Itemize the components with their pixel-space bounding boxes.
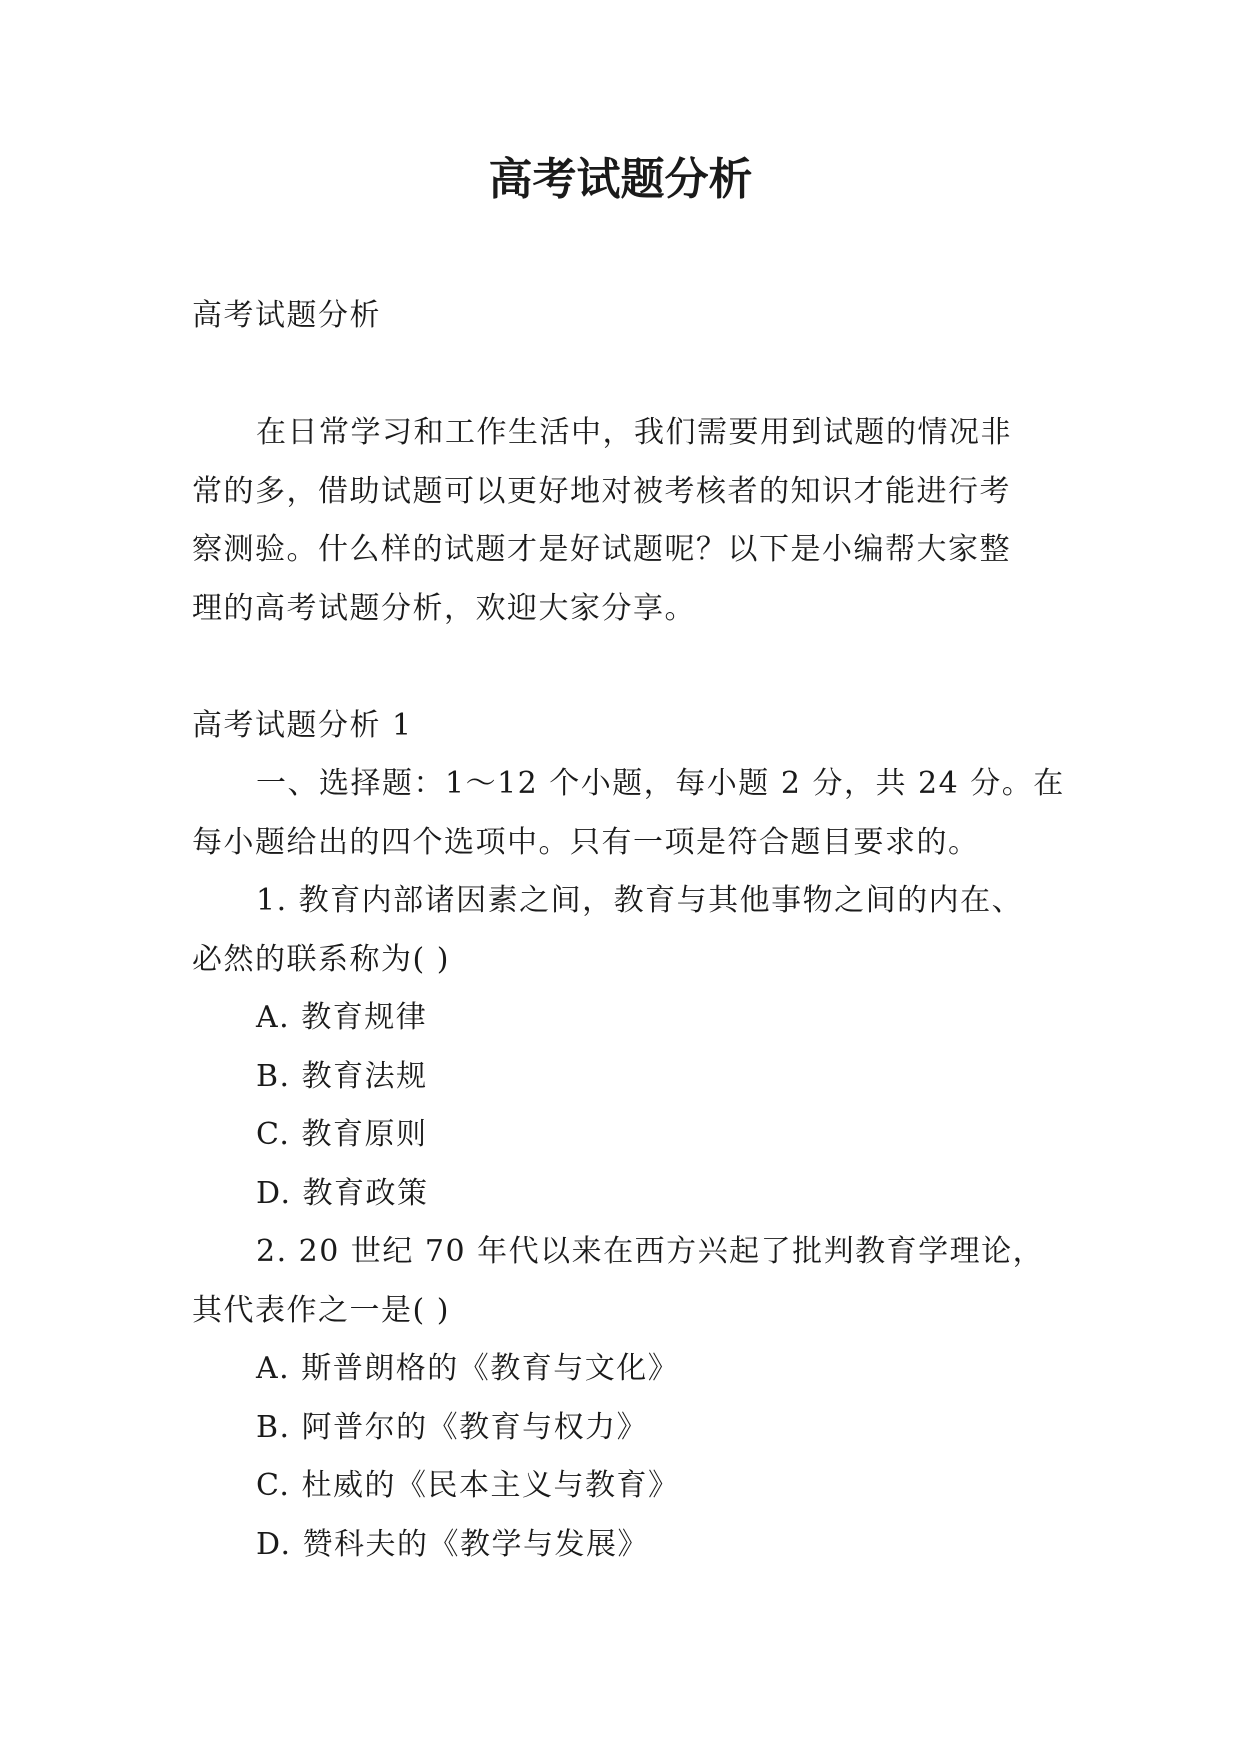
question-2-option-a: A. 斯普朗格的《教育与文化》 — [256, 1351, 680, 1386]
question-1-option-a: A. 教育规律 — [256, 1000, 428, 1035]
question-2-option-c: C. 杜威的《民本主义与教育》 — [256, 1468, 680, 1503]
intro-line: 在日常学习和工作生活中，我们需要用到试题的情况非 — [256, 415, 1012, 450]
question-2-stem: 2. 20 世纪 70 年代以来在西方兴起了批判教育学理论， — [256, 1234, 1045, 1269]
question-1-stem: 必然的联系称为( ) — [192, 941, 450, 977]
document-title: 高考试题分析 — [488, 154, 753, 205]
question-1-option-b: B. 教育法规 — [256, 1058, 428, 1094]
section-intro-line: 每小题给出的四个选项中。只有一项是符合题目要求的。 — [192, 824, 980, 860]
intro-line: 察测验。什么样的试题才是好试题呢？以下是小编帮大家整 — [192, 532, 1011, 567]
question-2-stem: 其代表作之一是( ) — [192, 1292, 450, 1328]
spacer — [192, 638, 1052, 697]
question-1-stem: 1. 教育内部诸因素之间，教育与其他事物之间的内在、 — [256, 883, 1024, 918]
spacer — [192, 346, 1052, 405]
section-title: 高考试题分析 1 — [192, 707, 413, 743]
document-subtitle: 高考试题分析 — [192, 298, 381, 333]
question-1-option-d: D. 教育政策 — [256, 1175, 429, 1211]
intro-line: 理的高考试题分析，欢迎大家分享。 — [192, 590, 696, 626]
question-2-option-b: B. 阿普尔的《教育与权力》 — [256, 1409, 649, 1445]
document-body — [192, 287, 1065, 1574]
section-intro-line: 一、选择题：1～12 个小题，每小题 2 分，共 24 分。在 — [256, 766, 1065, 801]
question-2-option-d: D. 赞科夫的《教学与发展》 — [256, 1526, 650, 1562]
intro-line: 常的多，借助试题可以更好地对被考核者的知识才能进行考 — [192, 473, 1011, 509]
question-1-option-c: C. 教育原则 — [256, 1117, 428, 1152]
